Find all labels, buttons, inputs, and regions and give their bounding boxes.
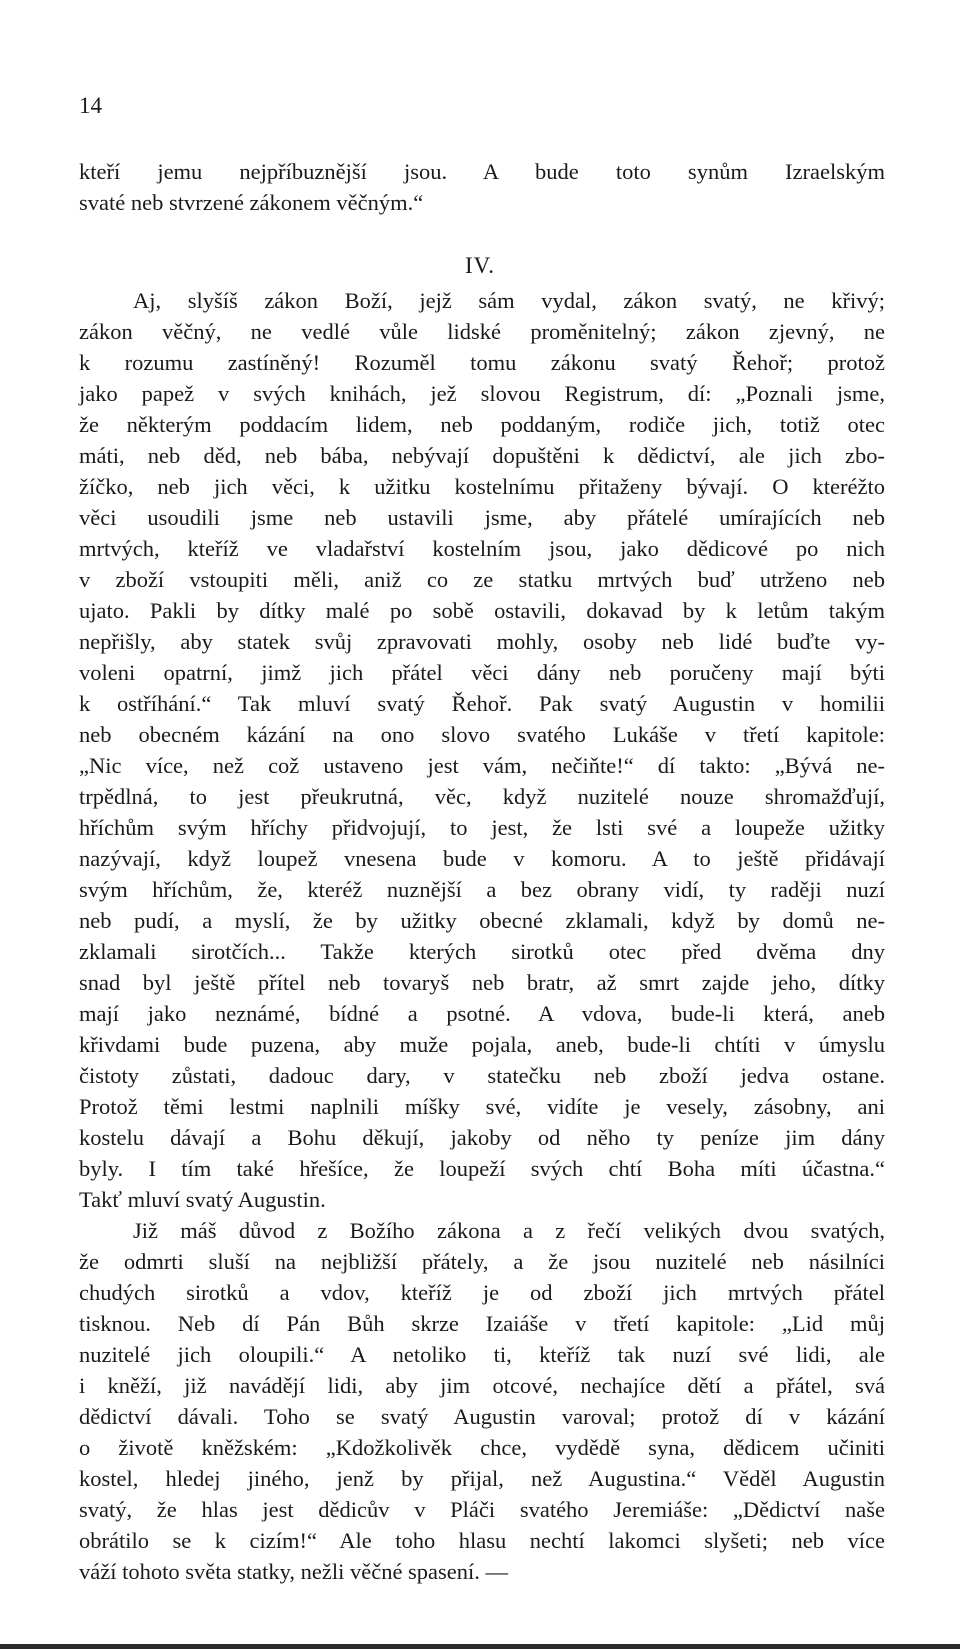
text-line: že odmrti sluší na nejbližší přátely, a že jsou nuzitelé neb násilníci <box>79 1249 885 1274</box>
text-line: Již máš důvod z Božího zákona a z řečí velikých dvou svatých, <box>133 1218 885 1243</box>
text-line: věci usoudili jsme neb ustavili jsme, aby přátelé umírajících neb <box>79 505 885 530</box>
text-line: ujato. Pakli by dítky malé po sobě ostavili, dokavad by k letům takým <box>79 598 885 623</box>
text-line: k rozumu zastíněný! Rozuměl tomu zákonu svatý Řehoř; protož <box>79 350 885 375</box>
text-line: obrátilo se k cizím!“ Ale toho hlasu nechtí lakomci slyšeti; neb více <box>79 1528 885 1553</box>
opening-text <box>79 156 885 218</box>
text-line: neb obecném kázání na ono slovo svatého Lukáše v třetí kapitole: <box>79 722 885 747</box>
text-line: dědictví dávali. Toho se svatý Augustin varoval; protož dí v kázání <box>79 1404 885 1429</box>
text-line: o životě kněžském: „Kdožkolivěk chce, vydědě syna, dědicem učiniti <box>79 1435 885 1460</box>
text-line: voleni opatrní, jimž jich přátel věci dány neb poručeny mají býti <box>79 660 885 685</box>
text-line: kostelu dávají a Bohu děkují, jakoby od něho ty peníze jim dány <box>79 1125 885 1150</box>
text-line: jako papež v svých knihách, jež slovou Registrum, dí: „Poznali jsme, <box>79 381 885 406</box>
text-line: nepřišly, aby statek svůj zpravovati mohly, osoby neb lidé buďte vy- <box>79 629 885 654</box>
text-line: „Nic více, než což ustaveno jest vám, nečiňte!“ dí takto: „Bývá ne- <box>79 753 885 778</box>
text-line: máti, neb děd, neb bába, nebývají dopuštěni k dědictví, ale jich zbo- <box>79 443 885 468</box>
text-line: zklamali sirotčích... Takže kterých sirotků otec před dvěma dny <box>79 939 885 964</box>
text-line: svým hříchům, že, kteréž nuznější a bez obrany vidí, ty raději nuzí <box>79 877 885 902</box>
text-line: kteří jemu nejpříbuznější jsou. A bude toto synům Izraelským <box>79 159 885 184</box>
text-line: že některým poddacím lidem, neb poddaným, rodiče jich, totiž otec <box>79 412 885 437</box>
text-line: žíčko, neb jich věci, k užitku kostelnímu přitaženy bývají. O kteréžto <box>79 474 885 499</box>
text-line: nuzitelé jich oloupili.“ A netoliko ti, kteříž tak nuzí své lidi, ale <box>79 1342 885 1367</box>
text-line: byly. I tím také hřešíce, že loupeží svých chtí Boha míti účastna.“ <box>79 1156 885 1181</box>
text-line: Aj, slyšíš zákon Boží, jejž sám vydal, zákon svatý, ne křivý; <box>133 288 885 313</box>
text-line: křivdami bude puzena, aby muže pojala, aneb, bude-li chtíti v úmyslu <box>79 1032 885 1057</box>
text-line: hříchům svým hříchy přidvojují, to jest, že lsti své a loupeže užitky <box>79 815 885 840</box>
page-number: 14 <box>79 93 102 118</box>
text-line: chudých sirotků a vdov, kteříž je od zboží jich mrtvých přátel <box>79 1280 885 1305</box>
paragraph-2 <box>79 1215 885 1587</box>
text-line: trpědlná, to jest přeukrutná, věc, když nuzitelé nouze shromažďují, <box>79 784 885 809</box>
text-line: i kněží, již navádějí lidi, aby jim otcové, nechajíce dětí a přátel, svá <box>79 1373 885 1398</box>
text-line: nazývají, když loupež vnesena bude v komoru. A to ještě přidávají <box>79 846 885 871</box>
section-heading: IV. <box>464 253 496 278</box>
text-line: tisknou. Neb dí Pán Bůh skrze Izaiáše v třetí kapitole: „Lid můj <box>79 1311 885 1336</box>
text-line: kostel, hledej jiného, jenž by přijal, než Augustina.“ Věděl Augustin <box>79 1466 885 1491</box>
text-line: zákon věčný, ne vedlé vůle lidské proměnitelný; zákon zjevný, ne <box>79 319 885 344</box>
paragraph-1 <box>79 285 885 1215</box>
text-line: snad byl ještě přítel neb tovaryš neb bratr, až smrt zajde jeho, dítky <box>79 970 885 995</box>
text-line: svaté neb stvrzené zákonem věčným.“ <box>79 190 424 215</box>
text-line: mají jako neznámé, bídné a psotné. A vdova, bude-li která, aneb <box>79 1001 885 1026</box>
text-line: v zboží vstoupiti měli, aniž co ze statku mrtvých buď utrženo neb <box>79 567 885 592</box>
text-line: Takť mluví svatý Augustin. <box>79 1187 326 1212</box>
text-line: k ostříhání.“ Tak mluví svatý Řehoř. Pak svatý Augustin v homilii <box>79 691 885 716</box>
text-line: neb pudí, a myslí, že by užitky obecné zklamali, když by domů ne- <box>79 908 885 933</box>
text-line: čistoty zůstati, dadouc dary, v statečku neb zboží jedva ostane. <box>79 1063 885 1088</box>
text-line: Protož těmi lestmi naplnili míšky své, vidíte je vesely, zásobny, ani <box>79 1094 885 1119</box>
text-line: svatý, že hlas jest dědicův v Pláči svatého Jeremiáše: „Dědictví naše <box>79 1497 885 1522</box>
text-line: mrtvých, kteříž ve vladařství kostelním jsou, jako dědicové po nich <box>79 536 885 561</box>
text-line: váží tohoto světa statky, nežli věčné spasení. — <box>79 1559 509 1584</box>
scan-edge-divider <box>0 1644 960 1649</box>
